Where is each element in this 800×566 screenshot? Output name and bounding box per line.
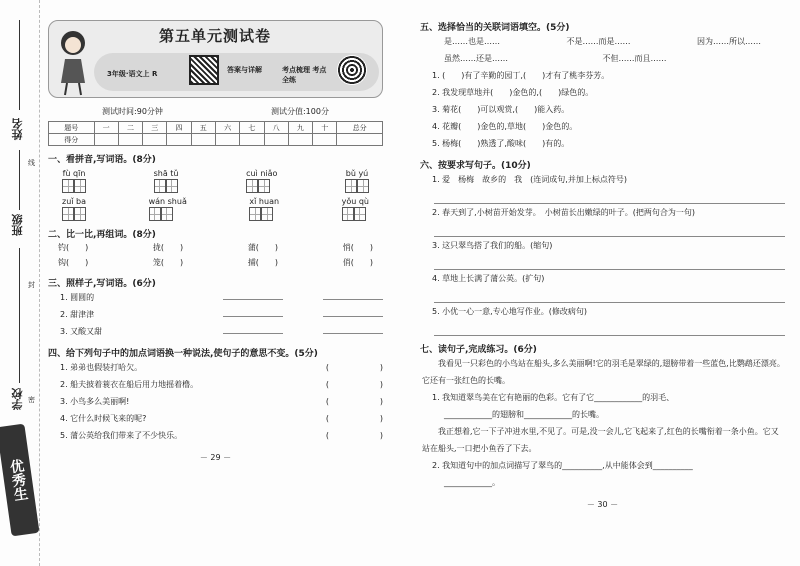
task-prompt: 3. 这只翠鸟搭了我们的船。(缩句)	[432, 241, 553, 250]
sentence-row	[48, 393, 383, 410]
grid-box[interactable]	[261, 207, 273, 221]
sentence-row	[48, 359, 383, 376]
header-banner	[48, 20, 383, 98]
sentence-text: 1. 弟弟也假装打哈欠。	[60, 363, 143, 372]
qr-code-icon[interactable]	[189, 55, 219, 85]
answer-line[interactable]	[434, 287, 785, 303]
score-cell[interactable]	[313, 134, 337, 146]
grid-box[interactable]	[149, 207, 161, 221]
score-header: 四	[167, 122, 191, 134]
score-header: 五	[191, 122, 215, 134]
question-1-cont: ____________的翅膀和____________的长嘴。	[444, 410, 604, 419]
score-header: 六	[215, 122, 239, 134]
pinyin-row	[48, 197, 383, 221]
pinyin-item	[345, 169, 369, 193]
seal-mark: 线	[28, 159, 35, 167]
score-header: 十	[313, 122, 337, 134]
answer-blank[interactable]	[323, 290, 383, 300]
conjunction-option: 不但……而且……	[602, 54, 667, 63]
score-cell[interactable]	[167, 134, 191, 146]
grade-label: 3年级·语文上 R	[107, 70, 158, 78]
grid-box[interactable]	[258, 179, 270, 193]
answer-blank[interactable]	[323, 307, 383, 317]
pinyin-item	[249, 197, 279, 221]
sentence-row	[48, 427, 383, 444]
answer-line[interactable]	[434, 254, 785, 270]
score-header: 总分	[337, 122, 383, 134]
seal-mark: 密	[28, 396, 35, 404]
grid-box[interactable]	[62, 179, 74, 193]
binding-strip	[0, 0, 40, 566]
sentence-text: 5. 蒲公英给我们带来了不少快乐。	[60, 431, 183, 440]
compare-item[interactable]: 钩( )	[58, 258, 89, 267]
section-2-title: 二、比一比,再组词。(8分)	[48, 230, 156, 240]
question-1: 1. 我知道翠鸟美在它有艳丽的色彩。它有了它____________的羽毛、	[432, 393, 675, 402]
answer-parens[interactable]: ( )	[325, 397, 383, 406]
example-word: 1. 圆圆的	[60, 293, 95, 302]
grid-box[interactable]	[345, 179, 357, 193]
answer-lines	[223, 289, 383, 306]
answer-lines	[223, 323, 383, 340]
score-header: 二	[118, 122, 142, 134]
task-prompt: 1. 爱 杨梅 故乡的 我 (连词成句,并加上标点符号)	[432, 175, 627, 184]
example-row	[48, 323, 383, 340]
score-row-label: 得分	[49, 134, 95, 146]
grid-box[interactable]	[166, 179, 178, 193]
task-prompt: 4. 草地上长满了蒲公英。(扩句)	[432, 274, 545, 283]
compare-item[interactable]: 笼( )	[152, 258, 184, 267]
pinyin-text: zuǐ ba	[62, 197, 87, 206]
task-prompt: 5. 小优一心一意,专心地写作业。(修改病句)	[432, 307, 587, 316]
reading-passage-2: 我正想着,它一下子冲进水里,不见了。可是,没一会儿,它飞起来了,红色的长嘴衔着一条小鱼。它又站在船头,一口把小鱼吞了下去。	[422, 427, 779, 453]
page-30	[420, 20, 785, 550]
test-time: 测试时间:90分钟	[102, 107, 163, 116]
page-29	[48, 20, 383, 550]
task-prompt: 2. 春天到了,小树苗开始发芽。 小树苗长出嫩绿的叶子。(把两句合为一句)	[432, 208, 695, 217]
compare-item[interactable]: 拢( )	[152, 243, 184, 252]
score-cell[interactable]	[264, 134, 288, 146]
score-header: 题号	[49, 122, 95, 134]
grid-box[interactable]	[342, 207, 354, 221]
page-number: － 30 －	[586, 500, 619, 509]
writing-boxes[interactable]	[342, 207, 369, 221]
answer-label: 答案与详解	[227, 66, 262, 74]
compare-item[interactable]: 捕( )	[247, 258, 279, 267]
sentence-row	[48, 410, 383, 427]
answer-lines	[223, 306, 383, 323]
score-cell[interactable]	[215, 134, 239, 146]
question-2-cont: ____________。	[444, 478, 500, 487]
compare-row	[48, 240, 383, 255]
writing-boxes[interactable]	[62, 179, 86, 193]
school-label: 学校	[11, 388, 24, 410]
conjunction-option: 不是……而是……	[566, 37, 631, 46]
sentence-text: 4. 它什么时候飞来的呢?	[60, 414, 147, 423]
grid-box[interactable]	[62, 207, 74, 221]
seal-mark: 封	[28, 281, 35, 289]
score-cell[interactable]	[288, 134, 312, 146]
exam-title: 第五单元测试卷	[159, 27, 272, 45]
compare-item[interactable]: 钓( )	[58, 243, 89, 252]
answer-parens[interactable]: ( )	[325, 431, 383, 440]
score-table	[48, 121, 383, 146]
score-cell[interactable]	[337, 134, 383, 146]
pinyin-item	[246, 169, 277, 193]
compare-item[interactable]: 俏( )	[342, 258, 373, 267]
pinyin-item	[154, 169, 179, 193]
score-cell[interactable]	[94, 134, 118, 146]
answer-line[interactable]	[434, 221, 785, 237]
grid-box[interactable]	[74, 179, 86, 193]
answer-blank[interactable]	[223, 307, 283, 317]
score-header: 一	[94, 122, 118, 134]
compare-row	[48, 255, 383, 270]
pinyin-item	[62, 197, 86, 221]
qr-code-icon[interactable]	[337, 55, 367, 85]
example-row	[48, 306, 383, 323]
section-6-title: 六、按要求写句子。(10分)	[420, 161, 531, 171]
score-cell[interactable]	[240, 134, 264, 146]
score-cell[interactable]	[191, 134, 215, 146]
pinyin-text: fù qīn	[62, 169, 86, 178]
brand-logo: 优秀生	[0, 424, 40, 537]
writing-boxes[interactable]	[154, 179, 179, 193]
pinyin-text: bǔ yú	[345, 169, 369, 178]
writing-boxes[interactable]	[62, 207, 86, 221]
grid-box[interactable]	[74, 207, 86, 221]
pinyin-item	[149, 197, 187, 221]
pinyin-item	[62, 169, 86, 193]
test-score: 测试分值:100分	[270, 107, 329, 116]
score-header: 八	[264, 122, 288, 134]
score-cell[interactable]	[118, 134, 142, 146]
writing-boxes[interactable]	[246, 179, 277, 193]
conjunction-option: 是……也是……	[444, 37, 500, 46]
compare-item[interactable]: 悄( )	[342, 243, 373, 252]
score-header: 三	[143, 122, 167, 134]
reading-passage-1: 我看见一只彩色的小鸟站在船头,多么美丽啊!它的羽毛是翠绿的,翅膀带着一些蓝色,比鹦鹉还漂亮。它还有一张红色的长嘴。	[422, 359, 785, 385]
grid-box[interactable]	[354, 207, 366, 221]
fill-sentence[interactable]: 3. 菊花( )可以观赏,( )能入药。	[432, 105, 570, 114]
answer-parens[interactable]: ( )	[325, 414, 383, 423]
section-4-title: 四、给下列句子中的加点词语换一种说法,使句子的意思不变。(5分)	[48, 349, 318, 359]
answer-line[interactable]	[434, 320, 785, 336]
conjunction-row	[420, 33, 785, 50]
answer-blank[interactable]	[323, 324, 383, 334]
pinyin-item	[342, 197, 369, 221]
pinyin-row	[48, 169, 383, 193]
pinyin-text: yǒu qù	[341, 197, 369, 206]
writing-boxes[interactable]	[249, 207, 279, 221]
grid-box[interactable]	[249, 207, 261, 221]
sentence-row	[48, 376, 383, 393]
answer-parens[interactable]: ( )	[325, 363, 383, 372]
writing-boxes[interactable]	[345, 179, 369, 193]
conjunction-option: 虽然……还是……	[444, 54, 508, 63]
section-1-title: 一、看拼音,写词语。(8分)	[48, 155, 156, 165]
example-word: 3. 又酸又甜	[60, 327, 103, 336]
answer-blank[interactable]	[223, 290, 283, 300]
fill-sentence[interactable]: 5. 杨梅( )熟透了,酸味( )有的。	[432, 139, 570, 148]
pinyin-text: wán shuǎ	[148, 197, 187, 206]
fill-sentence[interactable]: 1. ( )有了辛勤的园丁,( )才有了桃李芬芳。	[432, 71, 610, 80]
divider	[19, 150, 20, 210]
divider	[19, 248, 20, 383]
fill-sentence[interactable]: 4. 花瓣( )金色的,草地( )金色的。	[432, 122, 578, 131]
answer-blank[interactable]	[223, 324, 283, 334]
example-word: 2. 甜津津	[60, 310, 95, 319]
score-header: 七	[240, 122, 264, 134]
answer-parens[interactable]: ( )	[325, 380, 383, 389]
compare-item[interactable]: 蒲( )	[247, 243, 279, 252]
writing-boxes[interactable]	[149, 207, 187, 221]
divider	[19, 20, 20, 110]
conjunction-row	[420, 50, 785, 67]
fill-sentence[interactable]: 2. 我发现草地并( )金色的,( )绿色的。	[432, 88, 594, 97]
pinyin-text: shā tǔ	[153, 169, 179, 178]
conjunction-option: 因为……所以……	[697, 37, 761, 46]
page-number: － 29 －	[199, 453, 232, 462]
question-2: 2. 我知道句中的加点词描写了翠鸟的__________,从中能体会到__________	[432, 461, 693, 470]
pinyin-text: cuì niǎo	[246, 169, 278, 178]
example-row	[48, 289, 383, 306]
sentence-text: 3. 小鸟多么美丽啊!	[60, 397, 130, 406]
girl-mascot-icon	[53, 23, 95, 97]
grid-box[interactable]	[357, 179, 369, 193]
section-7-title: 七、读句子,完成练习。(6分)	[420, 345, 537, 355]
answer-line[interactable]	[434, 188, 785, 204]
sentence-text: 2. 船夫披着蓑衣在船后用力地摇着橹。	[60, 380, 199, 389]
class-label: 班级	[11, 214, 24, 236]
pinyin-text: xǐ huan	[249, 197, 280, 206]
grid-box[interactable]	[246, 179, 258, 193]
points-label: 考点梳理 考点全练	[282, 66, 327, 84]
grid-box[interactable]	[154, 179, 166, 193]
grid-box[interactable]	[161, 207, 173, 221]
score-cell[interactable]	[143, 134, 167, 146]
section-3-title: 三、照样子,写词语。(6分)	[48, 279, 156, 289]
name-label: 姓名	[11, 118, 24, 140]
score-header: 九	[288, 122, 312, 134]
section-5-title: 五、选择恰当的关联词语填空。(5分)	[420, 23, 570, 33]
